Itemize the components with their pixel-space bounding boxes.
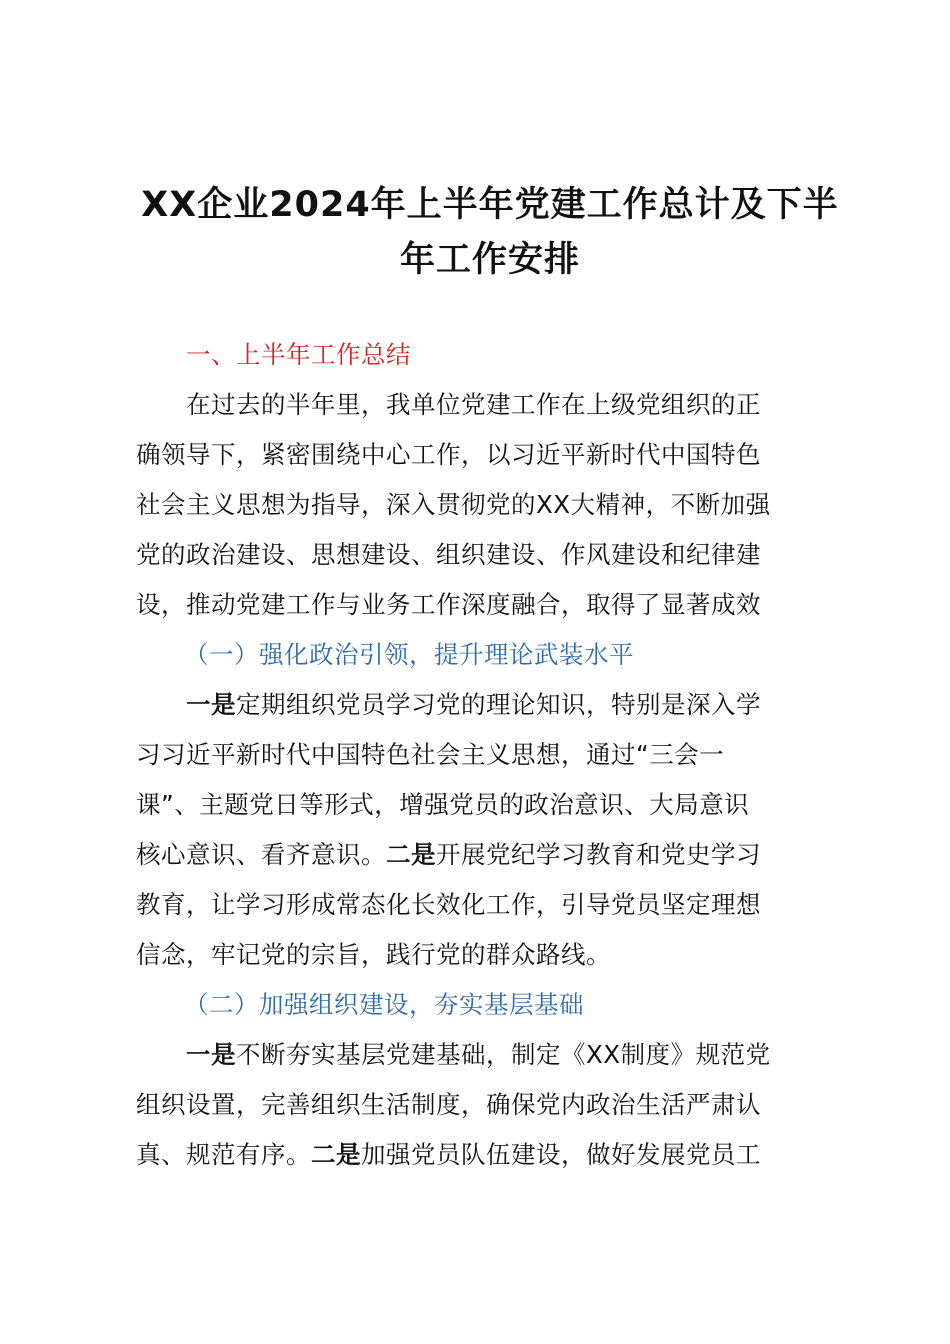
intro-line-1: 在过去的半年里，我单位党建工作在上级党组织的正 bbox=[186, 390, 761, 419]
sub2-line-1 bbox=[136, 1030, 836, 1080]
sub1-first-marker: 一是 bbox=[186, 690, 236, 719]
sub1-line-1-text: 定期组织党员学习党的理论知识，特别是深入学 bbox=[236, 690, 761, 719]
sub2-line-3-rest: 加强党员队伍建设，做好发展党员工 bbox=[361, 1140, 761, 1169]
title-line-1: XX企业2024年上半年党建工作总计及下半 bbox=[141, 185, 839, 225]
title-line-2: 年工作安排 bbox=[399, 240, 580, 280]
intro-line-5: 设，推动党建工作与业务工作深度融合，取得了显著成效 bbox=[136, 590, 761, 619]
sub1-line-4-rest: 开展党纪学习教育和党史学习 bbox=[436, 840, 761, 869]
sub1-line-1 bbox=[136, 680, 836, 730]
subsection-heading-1: （一）强化政治引领，提升理论武装水平 bbox=[184, 640, 634, 669]
sub1-line-6: 信念，牢记党的宗旨，践行党的群众路线。 bbox=[136, 940, 611, 969]
sub1-line-2: 习习近平新时代中国特色社会主义思想，通过“三会一 bbox=[136, 740, 725, 769]
document-body bbox=[136, 330, 836, 1180]
sub2-line-1-text: 不断夯实基层党建基础，制定《XX制度》规范党 bbox=[236, 1040, 771, 1069]
intro-line-4: 党的政治建设、思想建设、组织建设、作风建设和纪律建 bbox=[136, 540, 761, 569]
sub1-second-marker: 二是 bbox=[386, 840, 436, 869]
sub2-line-2: 组织设置，完善组织生活制度，确保党内政治生活严肃认 bbox=[136, 1090, 761, 1119]
sub1-line-4-pre: 核心意识、看齐意识。 bbox=[136, 840, 386, 869]
subsection-heading-2: （二）加强组织建设，夯实基层基础 bbox=[184, 990, 584, 1019]
document-title bbox=[120, 178, 860, 288]
section-heading-1: 一、上半年工作总结 bbox=[186, 340, 411, 369]
sub1-line-3: 课”、主题党日等形式，增强党员的政治意识、大局意识 bbox=[136, 790, 750, 819]
sub2-line-3-pre: 真、规范有序。 bbox=[136, 1140, 311, 1169]
sub1-line-4 bbox=[136, 830, 836, 880]
sub2-line-3 bbox=[136, 1130, 836, 1180]
intro-line-2: 确领导下，紧密围绕中心工作，以习近平新时代中国特色 bbox=[136, 440, 761, 469]
intro-line-3: 社会主义思想为指导，深入贯彻党的XX大精神，不断加强 bbox=[136, 490, 771, 519]
sub1-line-5: 教育，让学习形成常态化长效化工作，引导党员坚定理想 bbox=[136, 890, 761, 919]
sub2-first-marker: 一是 bbox=[186, 1040, 236, 1069]
sub2-second-marker: 二是 bbox=[311, 1140, 361, 1169]
